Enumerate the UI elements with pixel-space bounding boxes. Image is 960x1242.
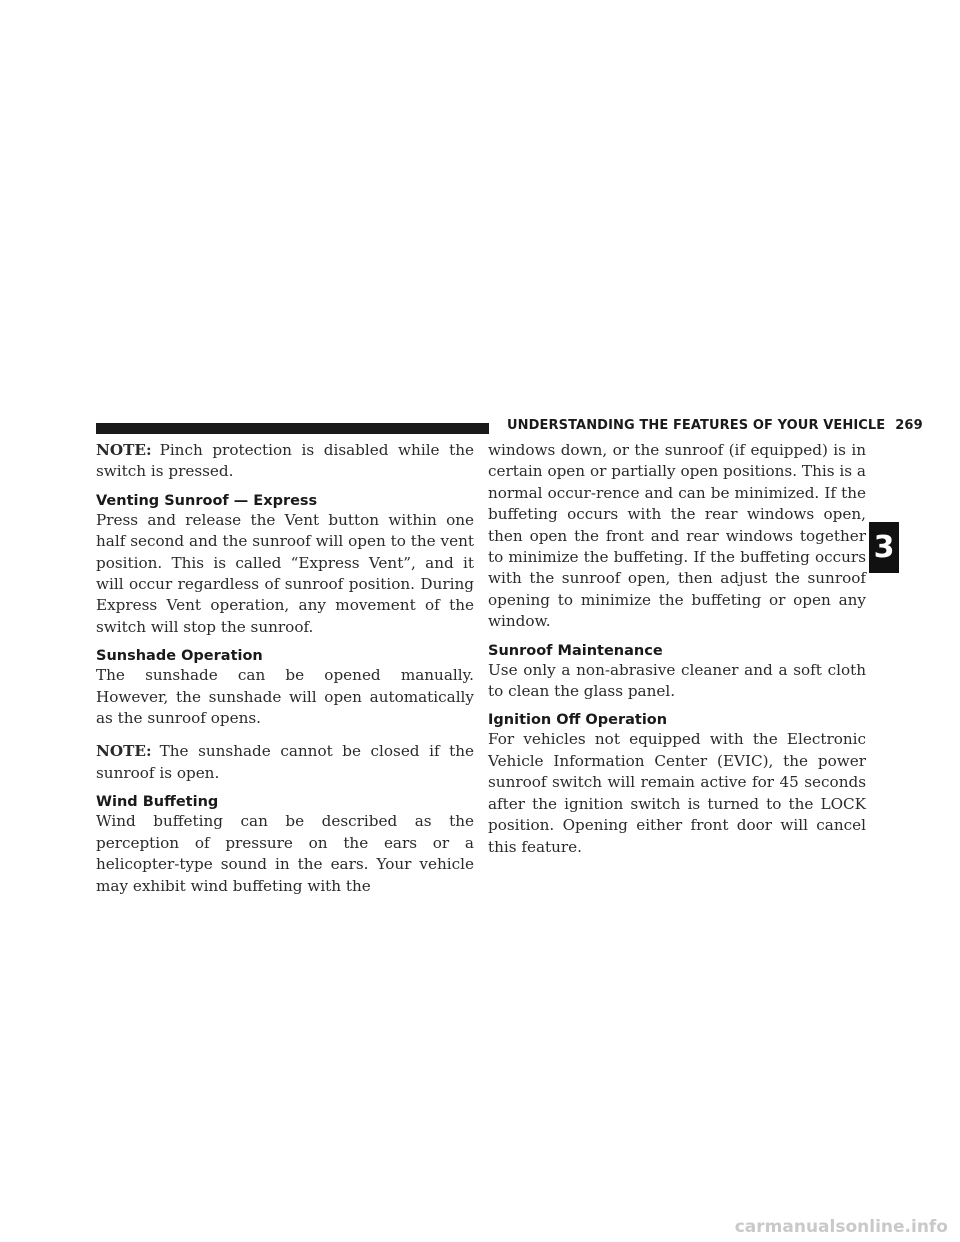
wind-buffeting-body: Wind buffeting can be described as the perception of pressure on the ears or a helicopter-type sound in the ears. Your vehicle may exhibit wind buffeting with the (96, 812, 474, 895)
wind-buffeting-continued: windows down, or the sunroof (if equipped) is in certain open or partially open positions. This is a normal occur-rence and can be minimized. If the buffeting occurs with the rear windows open, then open the front and rear windows together to minimize the buffeting. If the buffeting occurs with the sunroof open, then adjust the sunroof opening to minimize the buffeting or open any window. (488, 441, 866, 631)
note-label: NOTE: (96, 441, 152, 459)
heading-wind-buffeting: Wind Buffeting (96, 794, 219, 811)
note-text: Pinch protection is disabled while the switch is pressed. (96, 441, 474, 481)
page-number: 269 (895, 418, 923, 433)
heading-ignition-off-operation: Ignition Off Operation (488, 712, 668, 729)
sunroof-maintenance-body: Use only a non-abrasive cleaner and a soft cloth to clean the glass panel. (488, 660, 866, 701)
heading-venting-sunroof: Venting Sunroof — Express (96, 492, 318, 509)
note-sunshade (96, 741, 474, 784)
note-text: The sunshade cannot be closed if the sunroof is open. (96, 742, 474, 782)
note-pinch-protection (96, 440, 474, 483)
left-column (96, 440, 474, 897)
header-title: UNDERSTANDING THE FEATURES OF YOUR VEHICLE (507, 418, 886, 433)
header-rule (96, 423, 489, 434)
watermark: carmanualsonline.info (734, 1217, 948, 1237)
chapter-tab: 3 (869, 522, 899, 573)
right-column (488, 440, 866, 858)
running-header (507, 418, 923, 433)
venting-sunroof-body: Press and release the Vent button within one half second and the sunroof will open to the vent position. This is called “Express Vent”, and it will occur regardless of sunroof position. During Express Vent operation, any movement of the switch will stop the sunroof. (96, 510, 474, 636)
heading-sunroof-maintenance: Sunroof Maintenance (488, 642, 663, 659)
sunshade-operation-body: The sunshade can be opened manually. However, the sunshade will open automatically as the sunroof opens. (96, 666, 474, 728)
ignition-off-operation-body: For vehicles not equipped with the Electronic Vehicle Information Center (EVIC), the power sunroof switch will remain active for 45 seconds after the ignition switch is turned to the LOCK position. Opening either front door will cancel this feature. (488, 730, 866, 856)
heading-sunshade-operation: Sunshade Operation (96, 648, 263, 665)
note-label: NOTE: (96, 742, 152, 761)
